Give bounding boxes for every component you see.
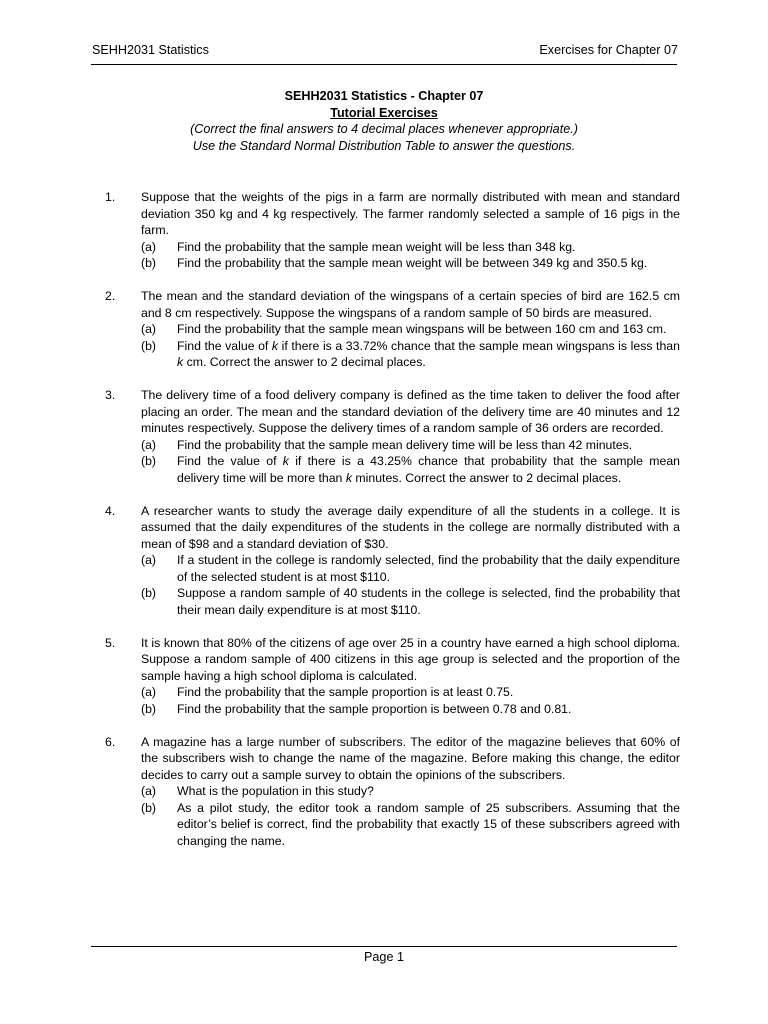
part-text: What is the population in this study?: [177, 784, 374, 798]
title-block: [91, 88, 677, 154]
question-text: A researcher wants to study the average daily expenditure of all the students in a college. It is assumed that the daily expenditures of the students in the college are normally distributed with a mean of $98 and a standard deviation of $30.: [141, 503, 680, 551]
header-divider: [91, 64, 677, 65]
header-chapter: Exercises for Chapter 07: [539, 43, 678, 57]
part-label: (a): [141, 685, 157, 699]
question-text: It is known that 80% of the citizens of age over 25 in a country have earned a high school diploma. Suppose a random sample of 400 citizens in this age group is selected and the proportion of the sample having a high school diploma is calculated.: [141, 635, 680, 683]
part-text: Find the probability that the sample mean weight will be between 349 kg and 350.5 kg.: [177, 256, 648, 270]
question-item: [100, 288, 680, 371]
question-number: 6.: [105, 734, 116, 749]
page-subtitle: Tutorial Exercises: [330, 105, 438, 120]
part-text: Find the probability that the sample mean delivery time will be less than 42 minutes.: [177, 437, 633, 452]
question-text: The mean and the standard deviation of the wingspans of a certain species of bird are 162.5 cm and 8 cm respectively. Suppose the wingspans of a random sample of 50 birds are measured.: [141, 289, 680, 320]
question-item: [100, 503, 680, 619]
question-part: [141, 338, 680, 371]
question-part: [141, 783, 680, 800]
question-number: 3.: [105, 388, 116, 402]
part-label: (a): [141, 322, 157, 336]
page-title: SEHH2031 Statistics - Chapter 07: [284, 89, 484, 103]
question-number: 5.: [105, 635, 116, 650]
question-part: [141, 800, 680, 850]
part-label: (a): [141, 784, 157, 798]
part-label: (b): [141, 701, 157, 716]
page-number: Page 1: [364, 950, 404, 964]
question-text: The delivery time of a food delivery company is defined as the time taken to deliver the food after placing an order. The mean and the standard deviation of the delivery time are 40 minutes and 12 minutes respectively. Suppose the delivery times of a random sample of 36 orders are recorded.: [141, 388, 680, 435]
part-text: If a student in the college is randomly selected, find the probability that the daily expenditure of the selected student is at most $110.: [177, 553, 680, 584]
part-text: As a pilot study, the editor took a random sample of 25 subscribers. Assuming that the editor’s belief is correct, find the probability that exactly 15 of these subscribers agreed with changing the name.: [177, 800, 680, 848]
question-number: 2.: [105, 289, 116, 303]
part-text: Find the probability that the sample mean weight will be less than 348 kg.: [177, 239, 576, 254]
question-part: [141, 701, 680, 718]
header-course: SEHH2031 Statistics: [92, 43, 209, 57]
question-part: [141, 437, 680, 454]
question-part: [141, 239, 680, 256]
question-part: [141, 255, 680, 272]
part-text: Find the probability that the sample mean wingspans will be between 160 cm and 163 cm.: [177, 322, 667, 336]
footer-divider: [91, 946, 677, 947]
part-label: (b): [141, 454, 157, 468]
part-text: Find the value of k if there is a 43.25% chance that probability that the sample mean delivery time will be more than k minutes. Correct the answer to 2 decimal places.: [177, 454, 680, 485]
question-part: [141, 321, 680, 338]
question-part: [141, 684, 680, 701]
part-label: (a): [141, 239, 157, 254]
part-label: (b): [141, 800, 157, 815]
part-label: (b): [141, 256, 157, 270]
part-label: (b): [141, 586, 157, 600]
question-part: [141, 552, 680, 585]
question-item: [100, 635, 680, 718]
question-text: Suppose that the weights of the pigs in a farm are normally distributed with mean and standard deviation 350 kg and 4 kg respectively. The farmer randomly selected a sample of 16 pigs in the farm.: [141, 190, 680, 237]
part-label: (a): [141, 553, 157, 567]
part-label: (b): [141, 338, 157, 353]
question-list: [100, 189, 680, 866]
instruction-rounding: (Correct the final answers to 4 decimal places whenever appropriate.): [190, 122, 578, 136]
question-item: [100, 734, 680, 850]
part-text: Find the probability that the sample proportion is between 0.78 and 0.81.: [177, 701, 572, 716]
question-number: 1.: [105, 190, 116, 204]
question-number: 4.: [105, 503, 116, 518]
question-item: [100, 387, 680, 486]
part-text: Find the probability that the sample proportion is at least 0.75.: [177, 685, 514, 699]
question-text: A magazine has a large number of subscribers. The editor of the magazine believes that 60% of the subscribers wish to change the name of the magazine. Before making this change, the editor decides to carry out a sample survey to obtain the opinions of the subscribers.: [141, 734, 680, 782]
question-item: [100, 189, 680, 272]
instruction-table: Use the Standard Normal Distribution Table to answer the questions.: [192, 138, 576, 153]
part-text: Find the value of k if there is a 33.72% chance that the sample mean wingspans is less than k cm. Correct the answer to 2 decimal places.: [177, 338, 680, 369]
question-part: [141, 585, 680, 618]
question-part: [141, 453, 680, 486]
part-label: (a): [141, 437, 157, 452]
part-text: Suppose a random sample of 40 students in the college is selected, find the probability that their mean daily expenditure is at most $110.: [177, 586, 680, 617]
